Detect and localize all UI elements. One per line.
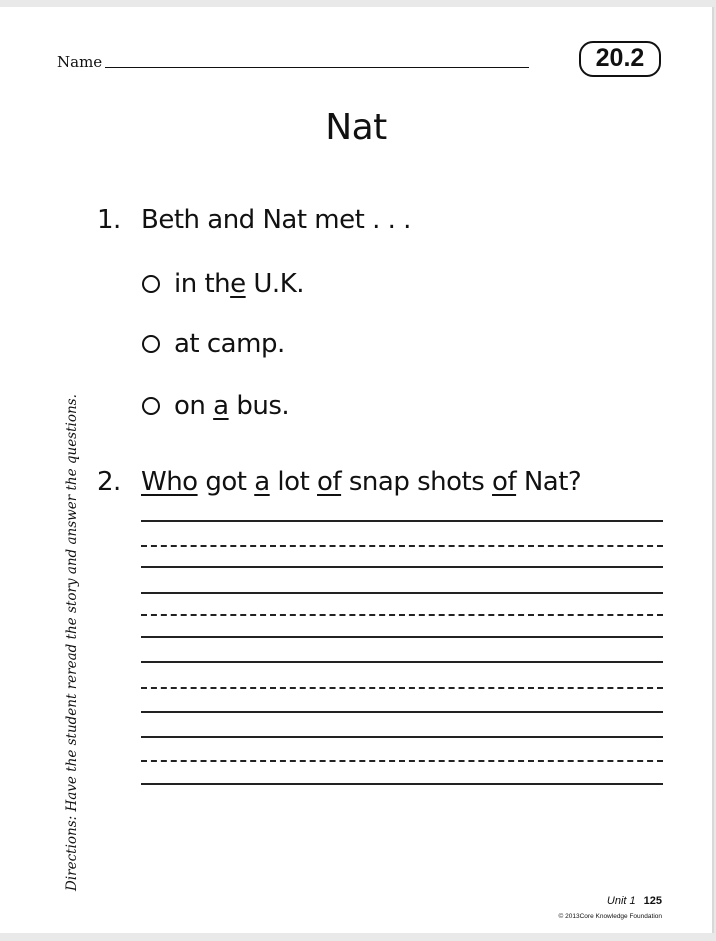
unit-label: Unit 1	[606, 895, 636, 907]
option-1[interactable]	[142, 269, 304, 299]
writing-line-mid	[141, 614, 663, 616]
writing-line-top	[141, 661, 663, 663]
question-1-number: 1.	[97, 205, 121, 235]
writing-line-mid	[141, 687, 663, 689]
name-writing-line[interactable]	[105, 67, 529, 68]
page-footer	[607, 895, 662, 907]
option-2[interactable]	[142, 329, 285, 359]
writing-line-top	[141, 592, 663, 594]
writing-line-base	[141, 783, 663, 785]
worksheet-page	[0, 7, 714, 933]
option-3-text: on a bus.	[174, 391, 290, 421]
option-1-text: in the U.K.	[174, 269, 305, 299]
question-2-text: Who got a lot of snap shots of Nat?	[141, 467, 582, 497]
writing-line-mid	[141, 760, 663, 762]
worksheet-number-badge: 20.2	[579, 41, 661, 77]
answer-bubble-icon[interactable]	[142, 397, 160, 415]
writing-line-base	[141, 711, 663, 713]
page-number: 125	[643, 895, 662, 907]
copyright-notice: © 2013Core Knowledge Foundation	[558, 913, 662, 920]
question-2-number: 2.	[97, 467, 121, 497]
directions-text: Directions: Have the student reread the story and answer the questions.	[64, 394, 80, 891]
writing-line-top	[141, 520, 663, 522]
writing-line-base	[141, 566, 663, 568]
page-title: Nat	[325, 107, 387, 148]
option-2-text: at camp.	[174, 329, 285, 359]
writing-line-base	[141, 636, 663, 638]
writing-line-top	[141, 736, 663, 738]
answer-bubble-icon[interactable]	[142, 335, 160, 353]
writing-line-mid	[141, 545, 663, 547]
answer-bubble-icon[interactable]	[142, 275, 160, 293]
question-1-text: Beth and Nat met . . .	[141, 205, 411, 235]
name-label: Name	[57, 53, 103, 71]
option-3[interactable]	[142, 391, 289, 421]
